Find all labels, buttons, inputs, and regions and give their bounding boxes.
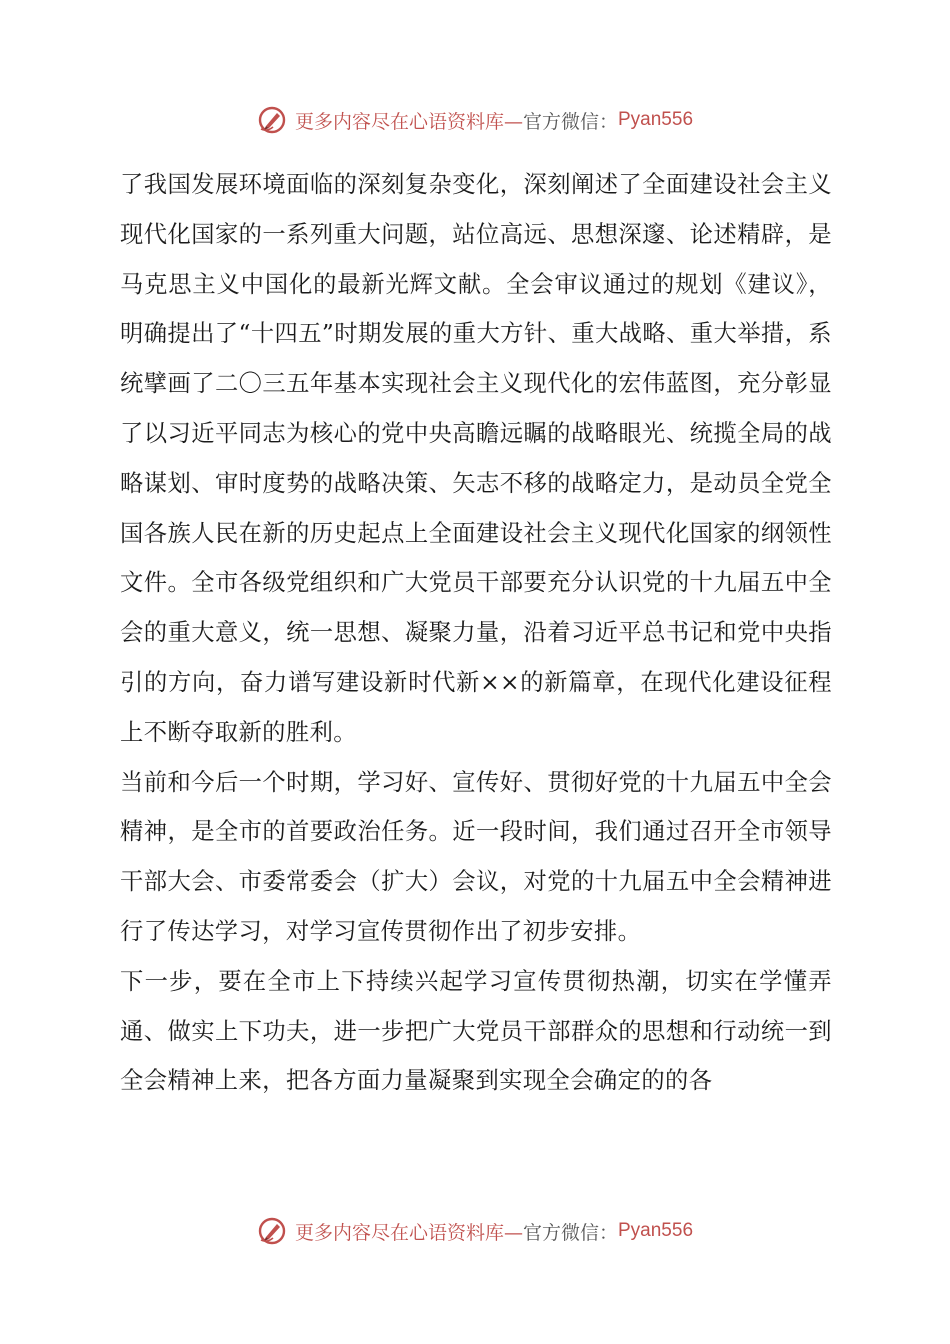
pen-logo-icon (257, 1216, 287, 1246)
document-body (120, 160, 832, 1106)
footer-watermark (0, 1211, 950, 1251)
footer-wechat-id: Pyan556 (618, 1220, 694, 1241)
paragraph-2: 当前和今后一个时期，学习好、宣传好、贯彻好党的十九届五中全会精神，是全市的首要政治任务。近一段时间，我们通过召开全市领导干部大会、市委常委会（扩大）会议，对党的十九届五中全会精神进行了传达学习，对学习宣传贯彻作出了初步安排。 (120, 768, 832, 945)
pen-logo-icon (257, 105, 287, 135)
header-wechat-label: 官方微信： (522, 110, 618, 133)
header-watermark (0, 100, 950, 140)
paragraph-1: 了我国发展环境面临的深刻复杂变化，深刻阐述了全面建设社会主义现代化国家的一系列重大问题，站位高远、思想深邃、论述精辟，是马克思主义中国化的最新光辉文献。全会审议通过的规划《建议》，明确提出了“十四五”时期发展的重大方针、重大战略、重大举措，系统擘画了二〇三五年基本实现社会主义现代化的宏伟蓝图，充分彰显了以习近平同志为核心的党中央高瞻远瞩的战略眼光、统揽全局的战略谋划、审时度势的战略决策、矢志不移的战略定力，是动员全党全国各族人民在新的历史起点上全面建设社会主义现代化国家的纲领性文件。全市各级党组织和广大党员干部要充分认识党的十九届五中全会的重大意义，统一思想、凝聚力量，沿着习近平总书记和党中央指引的方向，奋力谱写建设新时代新××的新篇章，在现代化建设征程上不断夺取新的胜利。 (120, 171, 832, 746)
paragraph-3: 下一步，要在全市上下持续兴起学习宣传贯彻热潮，切实在学懂弄通、做实上下功夫，进一步把广大党员干部群众的思想和行动统一到全会精神上来，把各方面力量凝聚到实现全会确定的的各 (120, 967, 832, 1095)
footer-brand-text: 更多内容尽在心语资料库— (294, 1221, 523, 1244)
header-wechat-id: Pyan556 (618, 109, 694, 130)
footer-wechat-label: 官方微信： (522, 1221, 618, 1244)
header-brand-text: 更多内容尽在心语资料库— (294, 110, 523, 133)
